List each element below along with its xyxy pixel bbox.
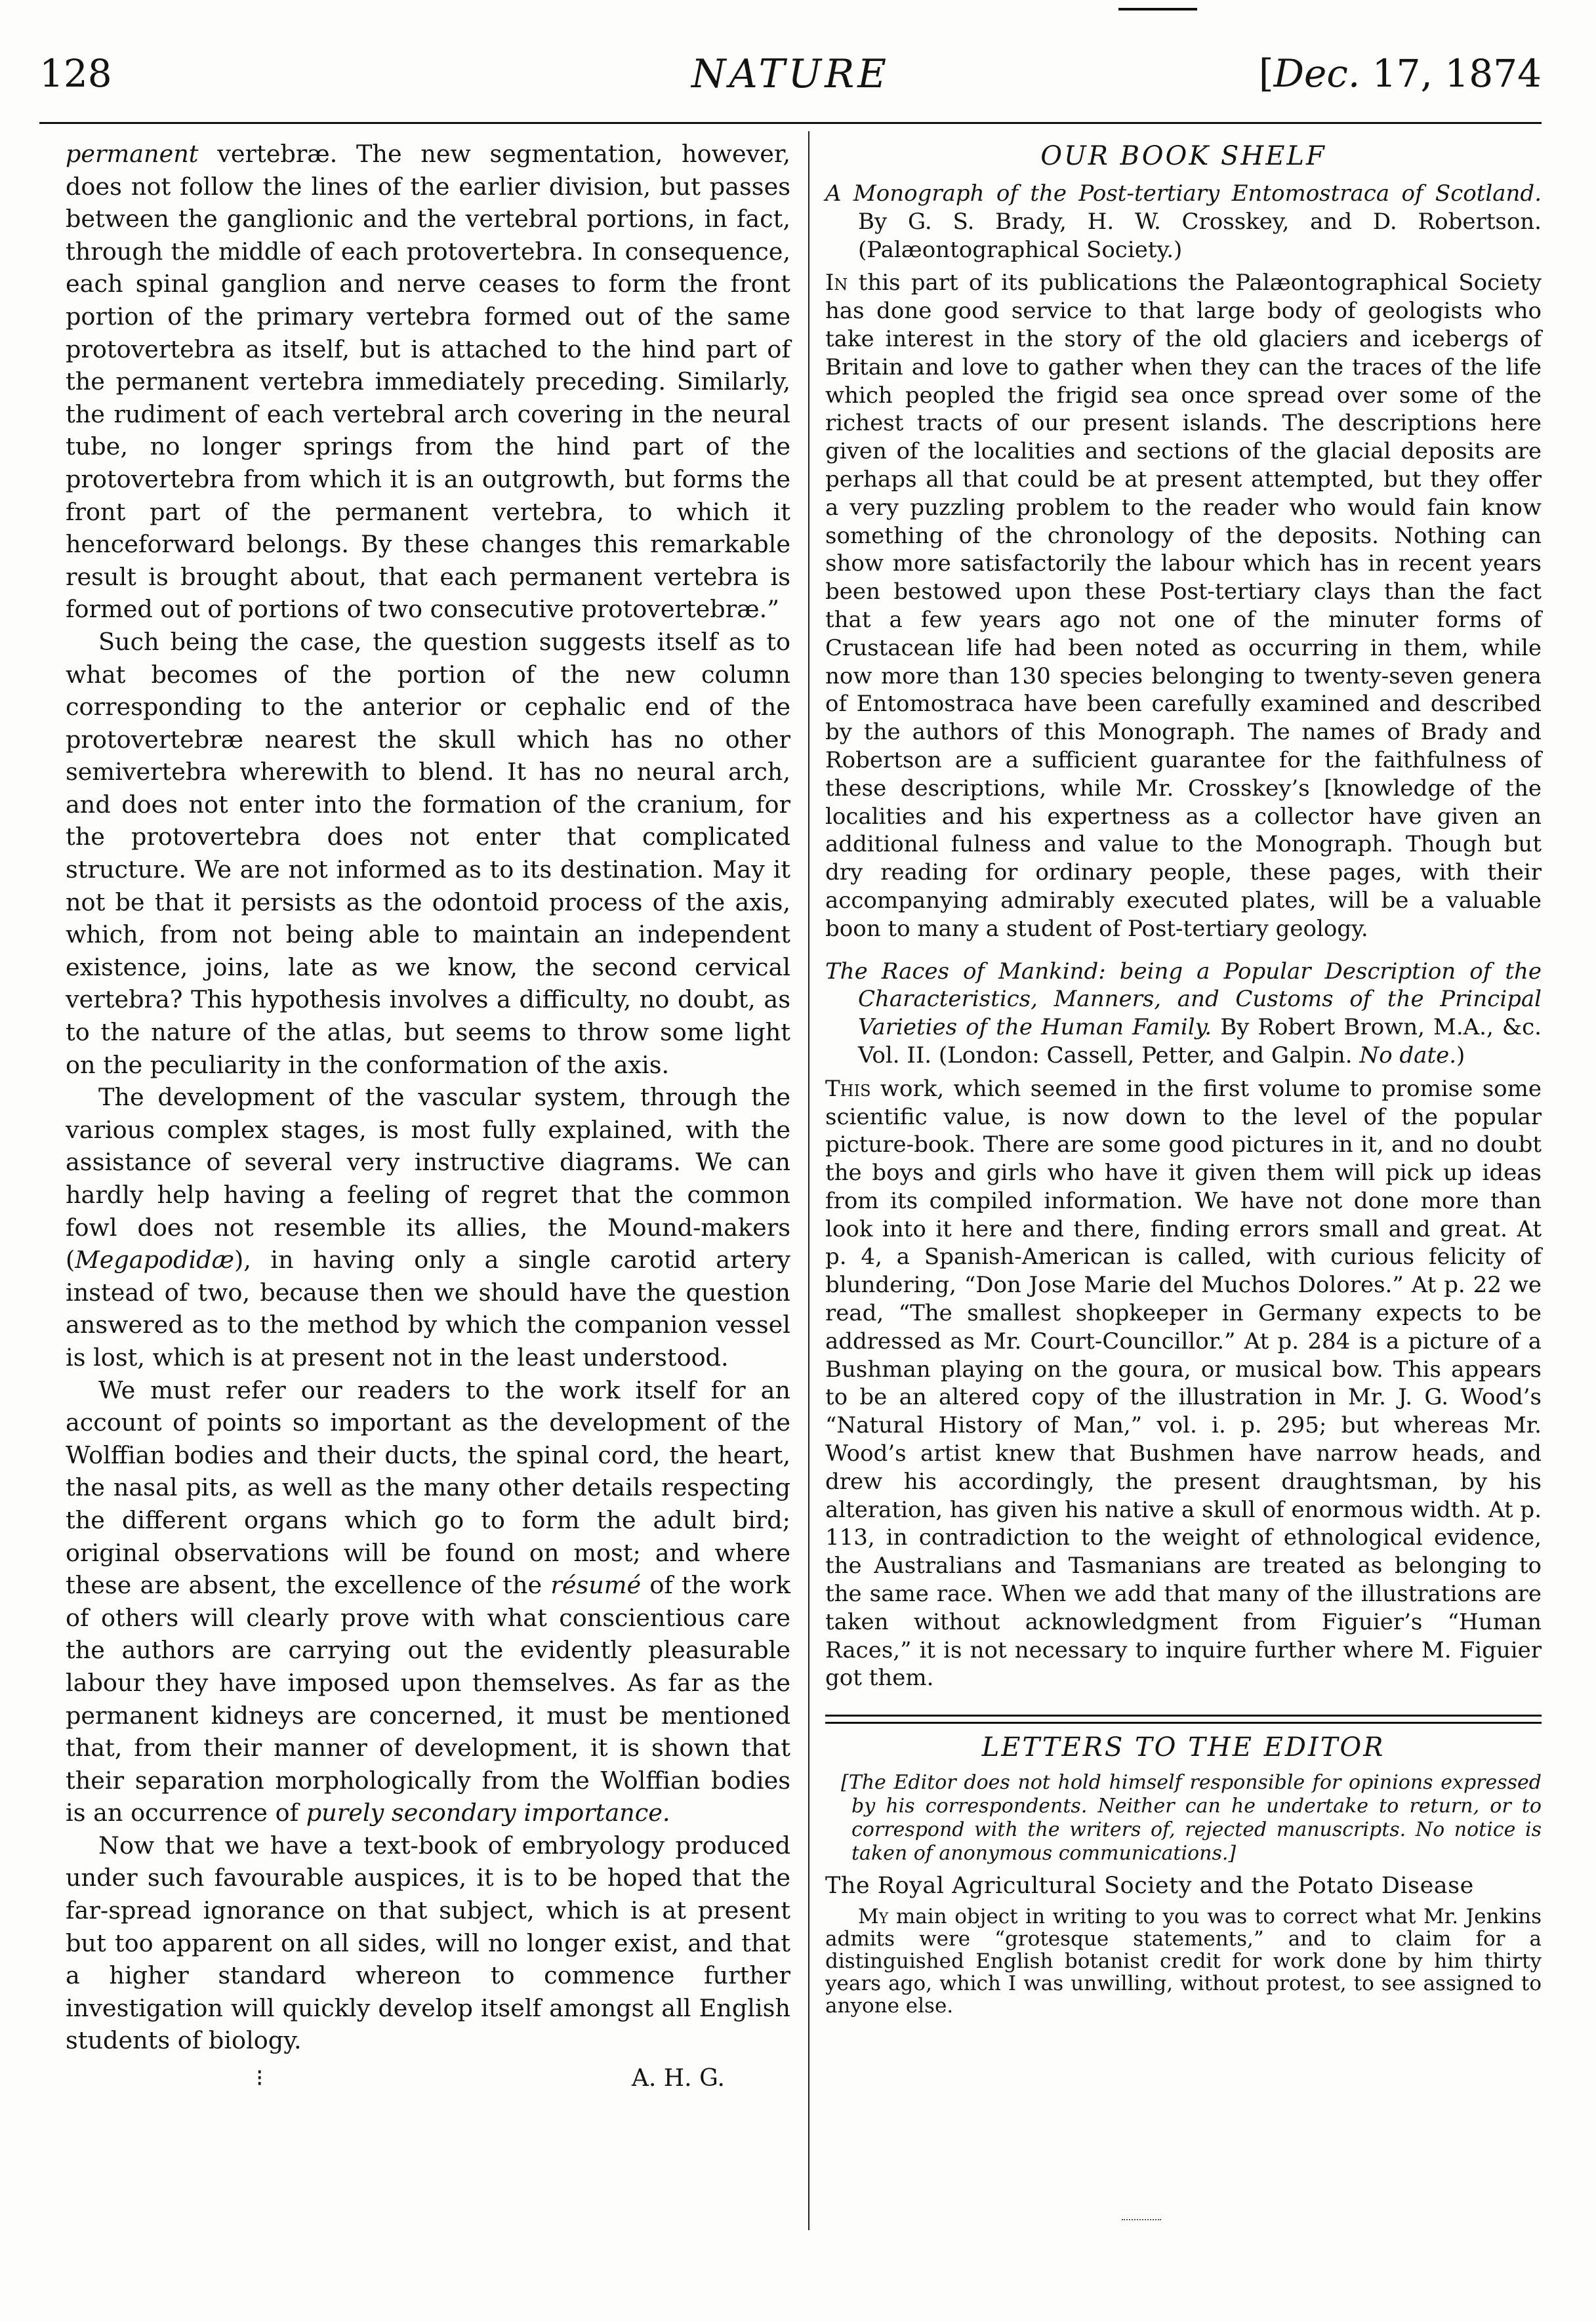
- paragraph: The development of the vascular system, through the various complex stages, is most fully explained, with the assistance of several very instructive diagrams. We can hardly help having a feeling of regret that the common fowl does not resemble its allies, the Mound-makers (Megapodidæ), in having only a single carotid artery instead of two, because then we should have the question answered as to the method by which the companion vessel is lost, which is at present not in the least understood.: [66, 1083, 790, 1372]
- right-column: [825, 138, 1542, 2017]
- signoff-line: [66, 2062, 790, 2095]
- letters-heading: LETTERS TO THE EDITOR: [981, 1732, 1385, 1763]
- spacer: [825, 943, 1542, 958]
- top-dash-mark: [1118, 8, 1197, 10]
- author-signature: A. H. G.: [631, 2065, 725, 2092]
- book-title-entry: A Monograph of the Post-tertiary Entomostraca of Scotland. By G. S. Brady, H. W. Crosskey, and D. Robertson. (Palæontographical Society.): [825, 180, 1542, 263]
- left-column: [66, 138, 790, 2095]
- column-divider: [808, 131, 809, 2230]
- issue-date: [Dec. 17, 1874: [1258, 51, 1542, 96]
- book-shelf-heading: OUR BOOK SHELF: [1040, 141, 1326, 171]
- page-header: [39, 51, 1542, 123]
- book-review: This work, which seemed in the first volume to promise some scientific value, is now down to the level of the popular picture-book. There are some good pictures in it, and no doubt the boys and girls who have it given them will pick up ideas from its compiled information. We have not done more than look into it here and there, finding errors small and great. At p. 4, a Spanish-American is called, with curious felicity of blundering, “Don Jose Marie del Muchos Dolores.” At p. 22 we read, “The smallest shopkeeper in Germany expects to be addressed as Mr. Court-Councillor.” At p. 284 is a picture of a Bushman playing on the goura, or musical bow. This appears to be an altered copy of the illustration in Mr. J. G. Wood’s “Natural History of Man,” vol. i. p. 295; but whereas Mr. Wood’s artist knew that Bushmen have narrow heads, and drew his accordingly, the present draughtsman, by his alteration, has given his native a skull of enormous width. At p. 113, in contradiction to the weight of ethnological evidence, the Australians and Tasmanians are treated as belonging to the same race. When we add that many of the illustrations are taken without acknowledgment from Figuier’s “Human Races,” it is not necessary to inquire further where M. Figuier got them.: [825, 1075, 1542, 1692]
- book-title-entry: The Races of Mankind: being a Popular Description of the Characteristics, Manners, and Customs of the Principal Varieties of the Human Family. By Robert Brown, M.A., &c. Vol. II. (London: Cassell, Petter, and Galpin. No date.): [825, 958, 1542, 1069]
- editor-disclaimer: [The Editor does not hold himself responsible for opinions expressed by his correspondents. Neither can he undertake to return, or to correspond with the writers of, rejected manuscripts. No notice is taken of anonymous communications.]: [841, 1771, 1542, 1865]
- page-end-mark: [1122, 2219, 1161, 2220]
- paragraph: Such being the case, the question suggests itself as to what becomes of the portion of the new column corresponding to the anterior or cephalic end of the protovertebræ nearest the skull which has no other semivertebra wherewith to blend. It has no neural arch, and does not enter into the formation of the cranium, for the protovertebra does not enter that complicated structure. We are not informed as to its destination. May it not be that it persists as the odontoid process of the axis, which, from not being able to maintain an independent existence, joins, late as we know, the second cervical vertebra? This hypothesis involves a difficulty, no doubt, as to the nature of the atlas, but seems to throw some light on the peculiarity in the conformation of the axis.: [66, 627, 790, 1079]
- paragraph: We must refer our readers to the work itself for an account of points so important as the development of the Wolffian bodies and their ducts, the spinal cord, the heart, the nasal pits, as well as the many other details respecting the different organs which go to form the adult bird; original observations will be found on most; and where these are absent, the excellence of the résumé of the work of others will clearly prove with what conscientious care the authors are carrying out the evidently pleasurable labour they have imposed upon themselves. As far as the permanent kidneys are concerned, it must be mentioned that, from their manner of development, it is shown that their separation morphologically from the Wolffian bodies is an occurrence of purely secondary importance.: [66, 1375, 791, 1827]
- header-rule: [39, 122, 1542, 124]
- letter-body: My main object in writing to you was to correct what Mr. Jenkins admits were “grotesque statements,” and to claim for a distinguished English botanist credit for work done by him thirty years ago, which I was unwilling, without protest, to see assigned to anyone else.: [825, 1905, 1542, 2018]
- paragraph: Now that we have a text-book of embryology produced under such favourable auspices, it is to be hoped that the far-spread ignorance on that subject, which is at present but too apparent on all sides, will no longer exist, and that a higher standard whereon to commence further investigation will quickly develop itself amongst all English students of biology.: [66, 1831, 790, 2055]
- book-review: In this part of its publications the Palæontographical Society has done good service to that large body of geologists who take interest in the story of the old glaciers and icebergs of Britain and love to gather when they can the traces of the life which peopled the frigid sea once spread over some of the richest tracts of our present islands. The descriptions here given of the localities and sections of the glacial deposits are perhaps all that could be at present attempted, but they offer a very puzzling problem to the reader who would fain know something of the chronology of the deposits. Nothing can show more satisfactorily the labour which has in recent years been bestowed upon these Post-tertiary clays than the fact that a few years ago not one of the minuter forms of Crustacean life had been noted as occurring in them, while now more than 130 species belonging to twenty-seven genera of Entomostraca have been carefully examined and described by the authors of this Monograph. The names of Brady and Robertson are a sufficient guarantee for the faithfulness of these descriptions, while Mr. Crosskey’s [knowledge of the localities and his expertness as a collector have given an additional fulness and value to the Monograph. Though but dry reading for ordinary people, these pages, with their accompanying admirably executed plates, will be a valuable boon to many a student of Post-tertiary geology.: [825, 270, 1542, 942]
- journal-title: NATURE: [691, 51, 890, 97]
- paragraph: permanent vertebræ. The new segmentation, however, does not follow the lines of the earlier division, but passes between the ganglionic and the vertebral portions, in fact, through the middle of each protovertebra. In consequence, each spinal ganglion and nerve ceases to form the front portion of the primary vertebra formed out of the same protovertebra as itself, but is attached to the hind part of the permanent vertebra immediately preceding. Similarly, the rudiment of each vertebral arch covering in the neural tube, no longer springs from the hind part of the protovertebra from which it is an outgrowth, but forms the front part of the permanent vertebra, to which it henceforward belongs. By these changes this remarkable result is brought about, that each permanent vertebra is formed out of portions of two consecutive protovertebræ.”: [66, 140, 790, 624]
- stray-mark: ⁝: [256, 2065, 264, 2092]
- section-divider: [825, 1715, 1542, 1724]
- page-number: 128: [39, 51, 112, 96]
- letter-title: The Royal Agricultural Society and the Potato Disease: [825, 1873, 1474, 1900]
